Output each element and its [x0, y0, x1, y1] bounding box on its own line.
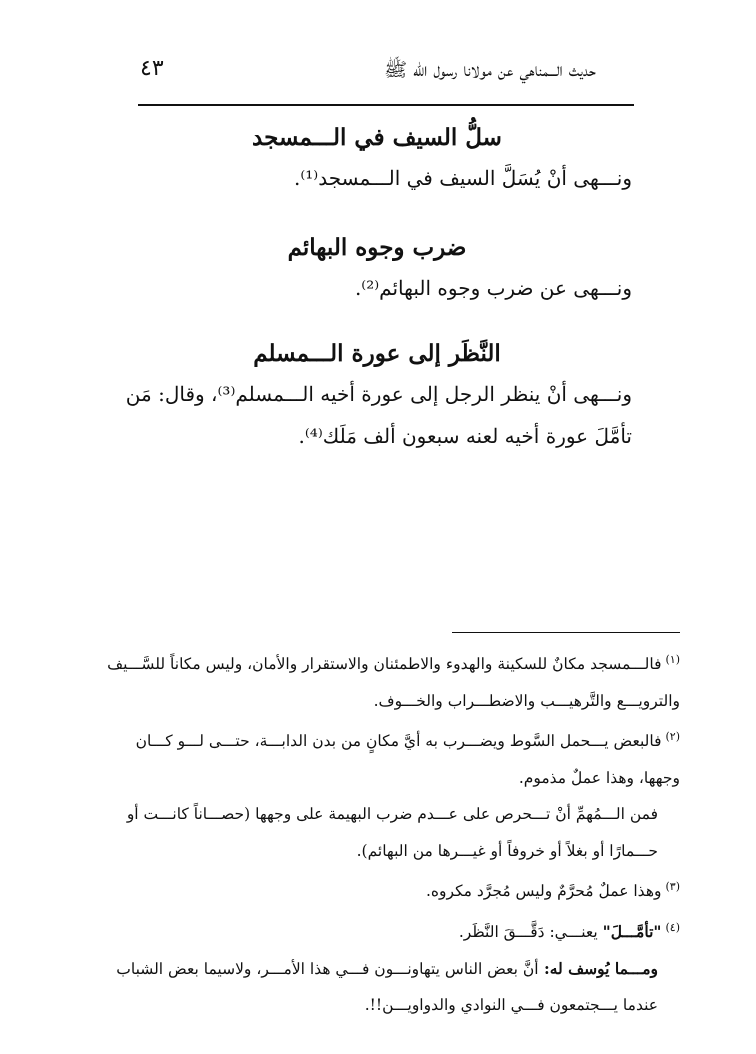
footnote-text: يعنـــي: دَقَّـــقَ النَّظَر. [458, 923, 603, 942]
footnote-text: فالـــمسجد مكانٌ للسكينة والهدوء والاطمئنان والاستقرار والأمان، وليس مكاناً للسَّـــيف والترويـــع والتَّرهيـــب والاضطـــراب والخـــوف. [107, 655, 680, 710]
footnote-2 [92, 719, 680, 796]
footnote-text: فالبعض يـــحمل السَّوط ويضـــرب به أيَّ مكانٍ من بدن الدابـــة، حتـــى لـــو كـــان وجهها، وهذا عملٌ مذموم. [135, 732, 680, 787]
footnote-4 [92, 910, 680, 951]
section-heading: سلُّ السيف في الـــمسجد [252, 124, 502, 151]
closing-text: أنَّ بعض الناس يتهاونـــون فـــي هذا الأمـــر، ولاسيما بعض الشباب عندما يـــجتمعون فـــي النوادي والدواويـــن!!. [116, 959, 658, 1015]
header-rule [138, 104, 634, 106]
footnote-1 [92, 642, 680, 719]
section-text: ونـــهى أنْ ينظر الرجل إلى عورة أخيه الـــمسلم⁽³⁾، وقال: مَن تأمَّلَ عورة أخيه لعنه سبعون ألف مَلَك⁽⁴⁾. [125, 382, 632, 448]
footnote-rule [452, 632, 680, 633]
footnote-term: "تأمَّـــلَ" [602, 922, 662, 942]
footnote-marker: (١) [665, 653, 680, 666]
closing-lead: ومـــما يُوسف له: [538, 958, 658, 978]
footnote-marker: (٣) [665, 880, 680, 894]
footnote-2-continued: فمن الـــمُهمِّ أنْ تـــحرص على عـــدم ضرب البهيمة على وجهها (حصـــاناً كانـــت أو حـــمارًا أو بغلاً أو خروفاً أو غيـــرها من البهائم). [126, 805, 658, 860]
running-title: حديث الـــمناهي عن مولانا رسول الله ﷺ [384, 59, 596, 81]
section-heading: ضرب وجوه البهائم [287, 234, 467, 261]
page-header [100, 52, 656, 92]
section-awrah [90, 340, 664, 457]
footnote-text: وهذا عملٌ مُحرَّمٌ وليس مُجرَّد مكروه. [425, 882, 662, 901]
section-heading: النَّظَر إلى عورة الـــمسلم [253, 340, 501, 367]
footnote-closing [92, 951, 680, 1024]
footnote-marker: (٤) [665, 920, 680, 934]
footnote-3 [92, 869, 680, 910]
page-number: ٤٣ [140, 56, 164, 81]
footnote-marker: (٢) [665, 730, 680, 744]
section-text: ونـــهى أنْ يُسَلَّ السيف في الـــمسجد⁽¹⁾. [293, 166, 632, 190]
section-faces [90, 234, 664, 309]
section-text: ونـــهى عن ضرب وجوه البهائم⁽²⁾. [354, 276, 632, 300]
footnotes [92, 642, 680, 1024]
section-sword [90, 124, 664, 199]
